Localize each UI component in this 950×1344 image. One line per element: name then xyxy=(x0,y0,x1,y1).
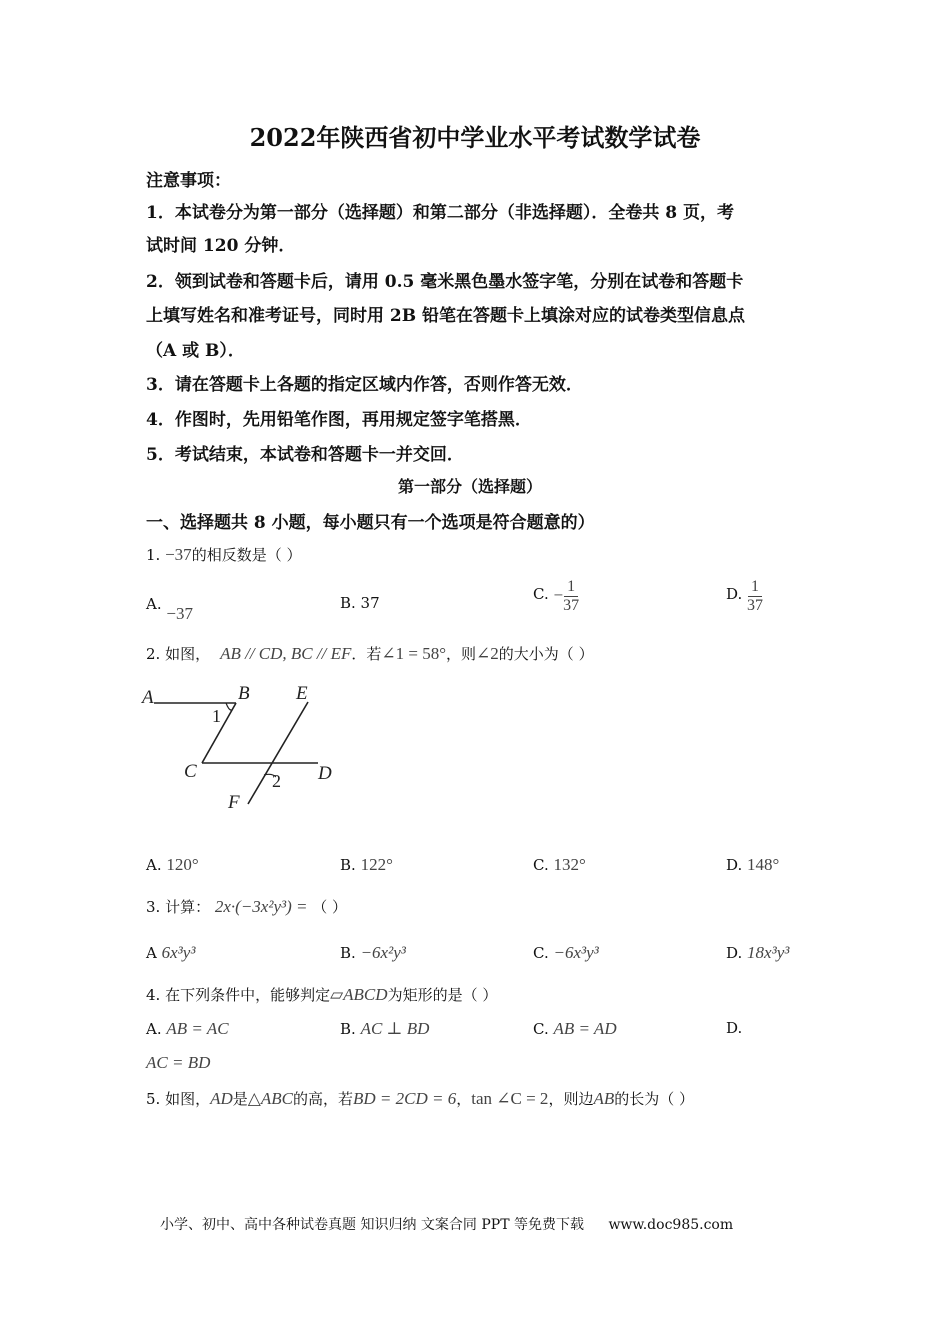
q4-option-d-math: AC = BD xyxy=(146,1053,211,1072)
q2-option-b-value: 122° xyxy=(360,855,393,874)
question-3-stem xyxy=(146,896,347,917)
q2-option-d[interactable] xyxy=(726,855,779,875)
q2-option-a-value: 120° xyxy=(166,855,199,874)
label-a: A xyxy=(142,687,154,708)
q2-figure xyxy=(140,680,360,815)
q4-option-b-label: B. xyxy=(340,1020,356,1038)
q1-number: 1. xyxy=(146,546,161,564)
q2-option-d-value: 148° xyxy=(747,855,780,874)
q1-option-a-value: −37 xyxy=(166,604,193,623)
q1-option-c-sign: − xyxy=(553,585,564,605)
q4-option-d-label[interactable]: D. xyxy=(726,1019,743,1037)
question-5-stem xyxy=(146,1088,694,1109)
q2-option-d-label: D. xyxy=(726,856,743,874)
q2-math-1: AB // CD, BC // EF xyxy=(220,644,352,663)
q5-math-3: BD = 2CD = 6 xyxy=(352,1089,457,1108)
label-e: E xyxy=(296,683,308,704)
page-title: 2022年陕西省初中学业水平考试数学试卷 xyxy=(249,123,701,152)
q1-option-a[interactable] xyxy=(146,594,193,623)
q2-option-b[interactable] xyxy=(340,855,393,875)
q5-text-6: 的长为（ ） xyxy=(614,1090,695,1108)
q4-option-a-value: AB = AC xyxy=(166,1019,229,1038)
q5-text-5: ，则边 xyxy=(548,1090,594,1108)
q1-math: −37 xyxy=(165,545,192,564)
q2-text-1: ．若 xyxy=(351,645,382,663)
q3-option-c-value: −6x³y³ xyxy=(553,943,599,962)
q4-option-c[interactable] xyxy=(533,1019,617,1039)
q2-option-a[interactable] xyxy=(146,855,199,875)
q5-math-2: △ABC xyxy=(247,1089,293,1108)
q3-option-a-value: 6x³y³ xyxy=(161,943,196,962)
footer-text: 小学、初中、高中各种试卷真题 知识归纳 文案合同 PPT 等免费下载 xyxy=(160,1217,584,1233)
q1-text: 的相反数是（ ） xyxy=(191,546,302,564)
footer-url[interactable]: www.doc985.com xyxy=(608,1217,734,1233)
q3-option-a[interactable] xyxy=(146,943,195,963)
label-c: C xyxy=(184,761,197,782)
q1-option-d-fraction: $\frac{1}{37}$ xyxy=(747,578,764,614)
notice-line-7: 4．作图时，先用铅笔作图，再用规定签字笔搭黑． xyxy=(146,410,532,430)
q4-option-d-value[interactable] xyxy=(146,1053,210,1073)
part-title: 第一部分（选择题） xyxy=(397,477,542,496)
notice-line-1: 1．本试卷分为第一部分（选择题）和第二部分（非选择题）．全卷共 8 页，考 xyxy=(146,203,734,223)
q5-text-2: 是 xyxy=(232,1090,248,1108)
question-1-stem xyxy=(146,544,301,565)
label-angle-1: 1 xyxy=(212,706,221,726)
notice-line-2: 试时间 120 分钟． xyxy=(146,236,296,256)
q3-option-d-label: D. xyxy=(726,944,743,962)
q2-option-a-label: A. xyxy=(146,856,162,874)
q2-text-2: ，则 xyxy=(446,645,477,663)
q3-number: 3. 计算： xyxy=(146,898,211,916)
q1-option-b-label: B. 37 xyxy=(340,594,380,612)
notice-line-6: 3．请在答题卡上各题的指定区域内作答，否则作答无效． xyxy=(146,375,583,395)
q3-text: （ ） xyxy=(312,898,348,916)
q1-option-d[interactable] xyxy=(726,578,763,615)
q2-option-b-label: B. xyxy=(340,856,356,874)
q2-math-2: ∠1 = 58° xyxy=(381,644,447,663)
label-b: B xyxy=(238,683,250,704)
q3-option-d-value: 18x³y³ xyxy=(747,943,790,962)
q5-text-1: 5. 如图， xyxy=(146,1090,211,1108)
notice-line-3: 2．领到试卷和答题卡后，请用 0.5 毫米黑色墨水签字笔，分别在试卷和答题卡 xyxy=(146,272,744,292)
notice-heading: 注意事项： xyxy=(146,171,231,191)
q3-option-b-value: −6x²y³ xyxy=(360,943,406,962)
q4-option-b[interactable] xyxy=(340,1019,429,1039)
q4-option-a-label: A. xyxy=(146,1020,162,1038)
notice-line-4: 上填写姓名和准考证号，同时用 2B 铅笔在答题卡上填涂对应的试卷类型信息点 xyxy=(146,306,746,326)
q4-option-c-label: C. xyxy=(533,1020,549,1038)
q2-text-3: 的大小为（ ） xyxy=(498,645,594,663)
q4-option-b-value: AC ⊥ BD xyxy=(360,1019,430,1038)
q2-option-c-value: 132° xyxy=(553,855,586,874)
q3-option-a-label: A xyxy=(146,944,157,962)
q2-number: 2. 如图， xyxy=(146,645,211,663)
q5-math-5: AB xyxy=(593,1089,615,1108)
q5-text-4: ， xyxy=(456,1090,472,1108)
q3-option-d[interactable] xyxy=(726,943,789,963)
page-footer xyxy=(160,1214,733,1234)
q3-option-b[interactable] xyxy=(340,943,406,963)
q4-option-a[interactable] xyxy=(146,1019,229,1039)
q3-option-b-label: B. xyxy=(340,944,356,962)
q2-math-3: ∠2 xyxy=(476,644,499,663)
q1-option-a-label: A. xyxy=(146,595,162,613)
angle-1-arc xyxy=(226,703,232,710)
q3-math: 2x·(−3x²y³) = xyxy=(214,897,308,916)
q5-math-1: AD xyxy=(210,1089,233,1108)
label-d: D xyxy=(318,763,332,784)
question-2-stem xyxy=(146,643,594,664)
q4-option-c-value: AB = AD xyxy=(553,1019,617,1038)
q2-option-c[interactable] xyxy=(533,855,586,875)
q5-math-4: tan ∠C = 2 xyxy=(471,1089,549,1108)
q1-option-c[interactable] xyxy=(533,578,579,615)
q5-text-3: 的高，若 xyxy=(292,1090,353,1108)
q1-option-b[interactable] xyxy=(340,594,380,612)
notice-line-8: 5．考试结束，本试卷和答题卡一并交回． xyxy=(146,445,464,465)
q2-option-c-label: C. xyxy=(533,856,549,874)
label-angle-2: 2 xyxy=(272,771,281,791)
q3-option-c-label: C. xyxy=(533,944,549,962)
label-f: F xyxy=(228,792,240,813)
q1-option-c-fraction: $\frac{1}{37}$ xyxy=(563,578,580,614)
notice-line-5: （A 或 B）． xyxy=(146,341,245,361)
q4-text-1: 4. 在下列条件中，能够判定 xyxy=(146,986,331,1004)
q4-math: ▱ABCD xyxy=(330,985,388,1004)
section-title: 一、选择题共 8 小题，每小题只有一个选项是符合题意的） xyxy=(146,513,595,533)
q1-option-c-label: C. xyxy=(533,584,549,603)
q3-option-c[interactable] xyxy=(533,943,599,963)
q1-option-d-label: D. xyxy=(726,584,743,603)
question-4-stem xyxy=(146,984,497,1005)
q4-text-2: 为矩形的是（ ） xyxy=(387,986,498,1004)
